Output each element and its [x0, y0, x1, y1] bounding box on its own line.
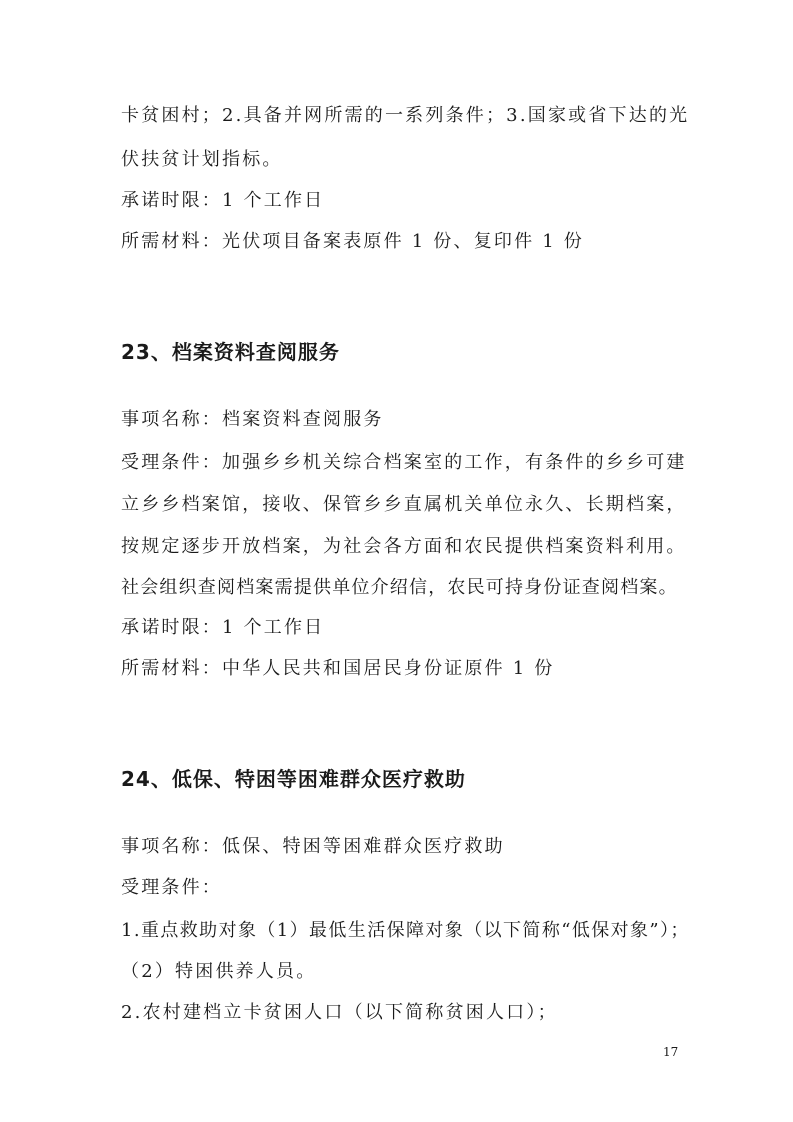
section23-time-limit: 承诺时限：1 个工作日 — [121, 617, 325, 638]
section22-condition-line-2: 伏扶贫计划指标。 — [121, 149, 283, 170]
section23-materials: 所需材料：中华人民共和国居民身份证原件 1 份 — [121, 658, 555, 679]
section23-item-name: 事项名称：档案资料查阅服务 — [121, 409, 384, 430]
section23-condition-line-3: 按规定逐步开放档案，为社会各方面和农民提供档案资料利用。 — [121, 536, 687, 557]
section24-condition-line-1: 1.重点救助对象（1）最低生活保障对象（以下简称“低保对象”）； — [121, 920, 690, 941]
section23-condition-line-4: 社会组织查阅档案需提供单位介绍信，农民可持身份证查阅档案。 — [121, 577, 678, 598]
section24-condition-label: 受理条件： — [121, 877, 222, 898]
section23-condition-line-1: 受理条件：加强乡乡机关综合档案室的工作，有条件的乡乡可建 — [121, 452, 687, 473]
section23-condition-line-2: 立乡乡档案馆，接收、保管乡乡直属机关单位永久、长期档案， — [121, 494, 687, 515]
section22-materials: 所需材料：光伏项目备案表原件 1 份、复印件 1 份 — [121, 231, 584, 252]
section24-condition-line-2: （2）特困供养人员。 — [121, 961, 317, 982]
section22-condition-line-1: 卡贫困村；2.具备并网所需的一系列条件；3.国家或省下达的光 — [121, 105, 690, 126]
section23-heading: 23、档案资料查阅服务 — [121, 340, 340, 364]
section24-heading: 24、低保、特困等困难群众医疗救助 — [121, 767, 466, 791]
section24-item-name: 事项名称：低保、特困等困难群众医疗救助 — [121, 836, 505, 857]
section22-time-limit: 承诺时限：1 个工作日 — [121, 190, 325, 211]
section24-condition-line-3: 2.农村建档立卡贫困人口（以下简称贫困人口）； — [121, 1002, 558, 1023]
page-number: 17 — [663, 1045, 679, 1059]
